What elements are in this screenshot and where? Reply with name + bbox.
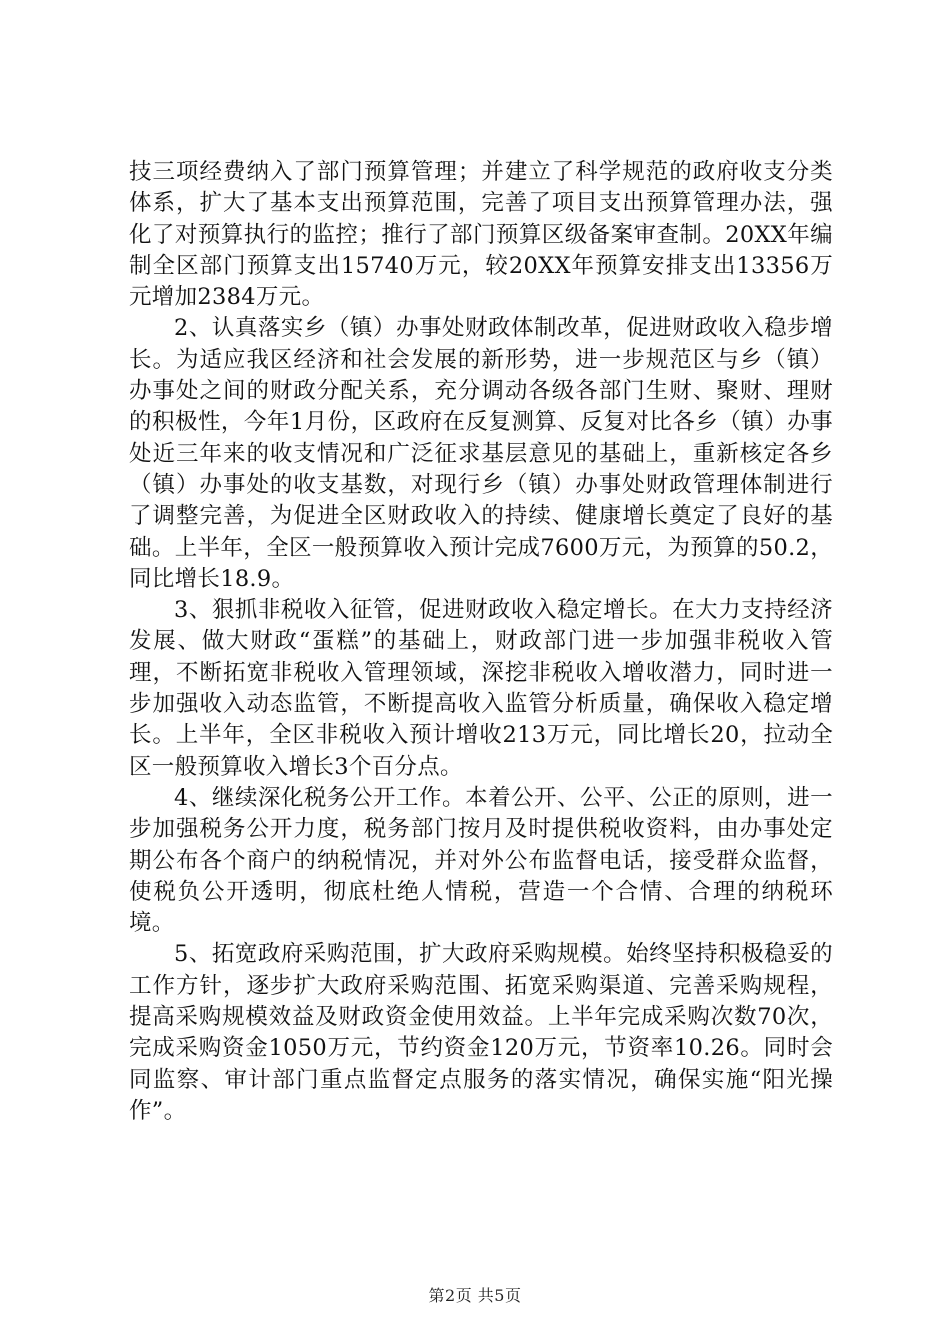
document-body [129,157,833,1127]
paragraph-item-2: 2、认真落实乡（镇）办事处财政体制改革，促进财政收入稳步增长。为适应我区经济和社会发展的新形势，进一步规范区与乡（镇）办事处之间的财政分配关系，充分调动各级各部门生财、聚财、理财的积极性，今年1月份，区政府在反复测算、反复对比各乡（镇）办事处近三年来的收支情况和广泛征求基层意见的基础上，重新核定各乡（镇）办事处的收支基数，对现行乡（镇）办事处财政管理体制进行了调整完善，为促进全区财政收入的持续、健康增长奠定了良好的基础。上半年，全区一般预算收入预计完成7600万元，为预算的50.2，同比增长18.9。 [129,315,833,592]
paragraph-item-3: 3、狠抓非税收入征管，促进财政收入稳定增长。在大力支持经济发展、做大财政“蛋糕”的基础上，财政部门进一步加强非税收入管理，不断拓宽非税收入管理领域，深挖非税收入增收潜力，同时进一步加强收入动态监管，不断提高收入监管分析质量，确保收入稳定增长。上半年，全区非税收入预计增收213万元，同比增长20，拉动全区一般预算收入增长3个百分点。 [129,597,833,780]
paragraph-item-5: 5、拓宽政府采购范围，扩大政府采购规模。始终坚持积极稳妥的工作方针，逐步扩大政府采购范围、拓宽采购渠道、完善采购规程，提高采购规模效益及财政资金使用效益。上半年完成采购次数70次，完成采购资金1050万元，节约资金120万元，节资率10.26。同时会同监察、审计部门重点监督定点服务的落实情况，确保实施“阳光操作”。 [129,941,833,1124]
page-number-footer: 第2页 共5页 [428,1286,522,1305]
paragraph-item-4: 4、继续深化税务公开工作。本着公开、公平、公正的原则，进一步加强税务公开力度，税务部门按月及时提供税收资料，由办事处定期公布各个商户的纳税情况，并对外公布监督电话，接受群众监督，使税负公开透明，彻底杜绝人情税，营造一个合情、合理的纳税环境。 [129,784,833,937]
paragraph-continuation: 技三项经费纳入了部门预算管理；并建立了科学规范的政府收支分类体系，扩大了基本支出预算范围，完善了项目支出预算管理办法，强化了对预算执行的监控；推行了部门预算区级备案审查制。20XX年编制全区部门预算支出15740万元，较20XX年预算安排支出13356万元增加2384万元。 [129,159,833,311]
